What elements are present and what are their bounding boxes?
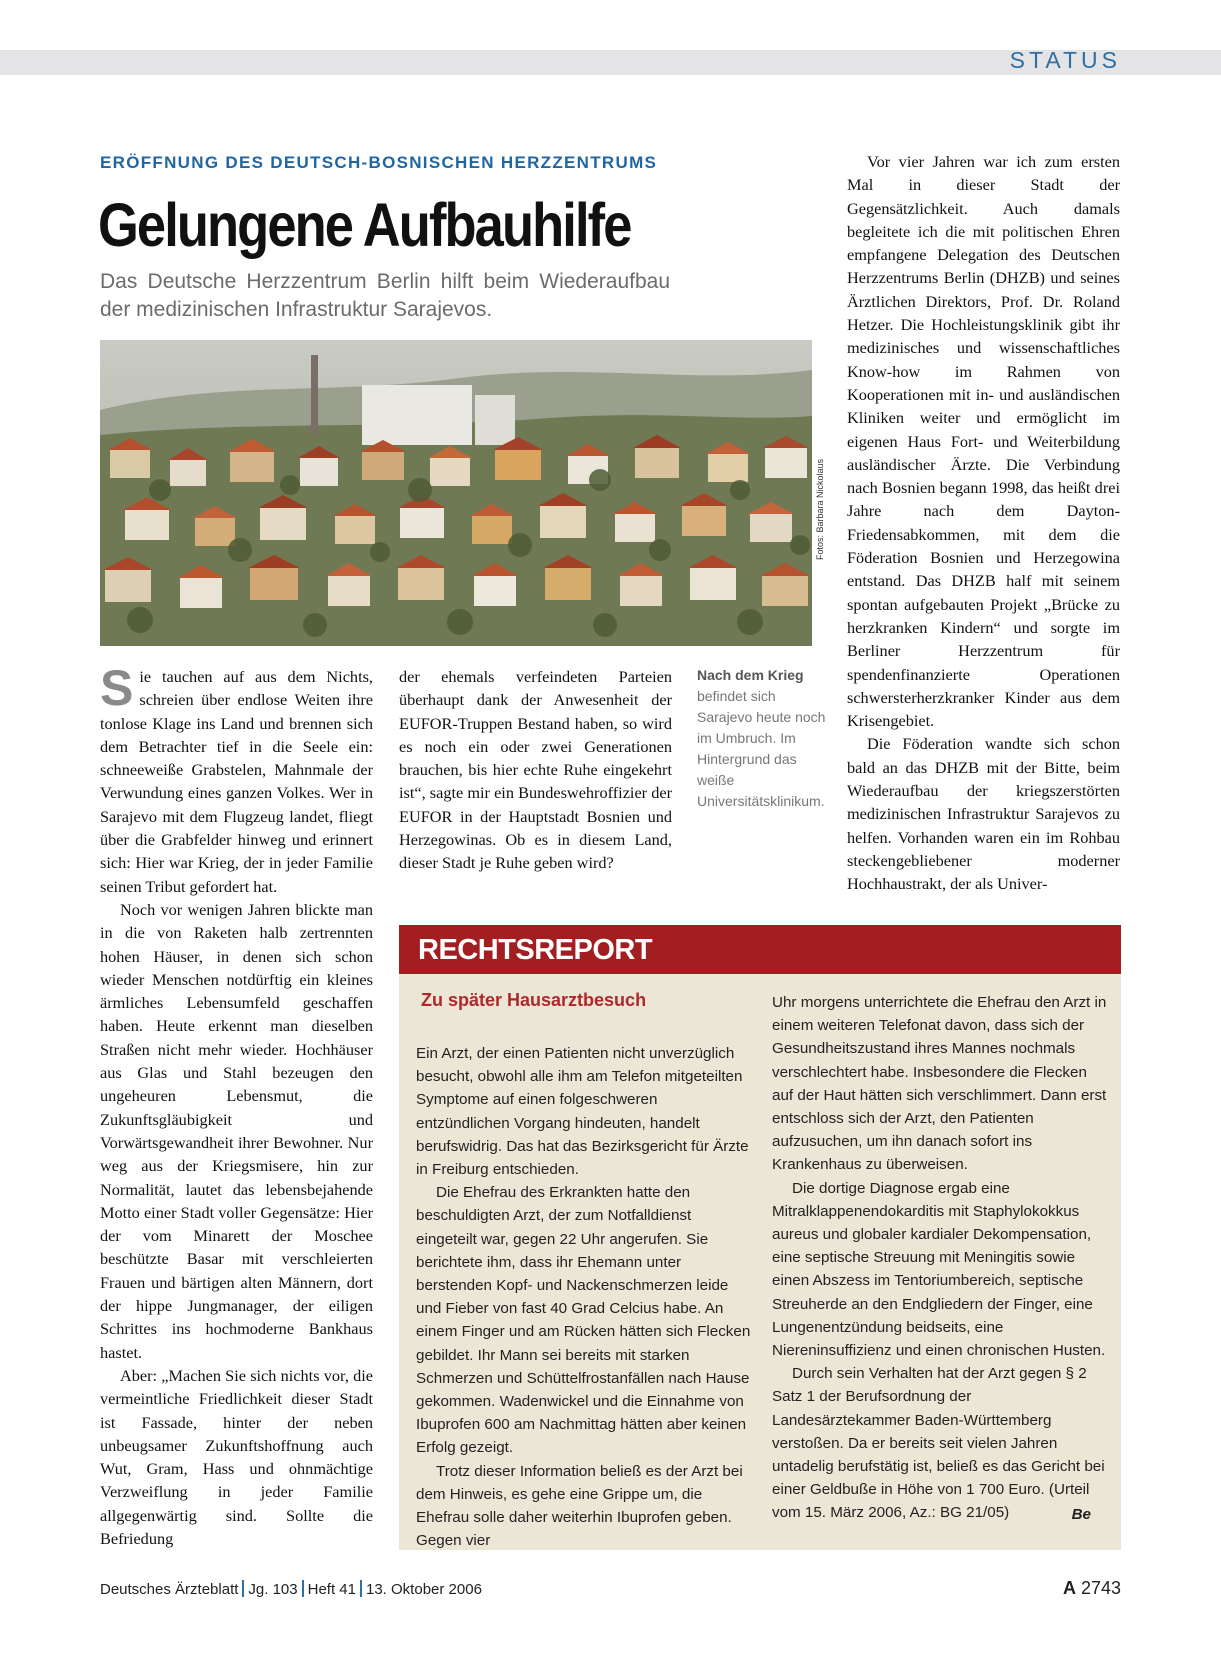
author-signature: Be — [1071, 1505, 1091, 1523]
footer-separator — [302, 1580, 304, 1597]
article-column-3 — [847, 150, 1120, 896]
photo-credit: Fotos: Barbara Nickolaus — [815, 458, 825, 560]
footer-separator — [242, 1580, 244, 1597]
paragraph: Noch vor wenigen Jahren blickte man in die von Raketen halb zertrennten hohen Häuser, in denen sich schon wieder Menschen notdürftig ein kleines ärmliches Lebensumfeld geschaffen haben. Heute erkennt man dieselben Straßen nicht mehr wieder. Hochhäuser aus Glas und Stahl bezeugen den ungeheuren Lebensmut, die Zukunftsgläubigkeit und Vorwärtsgewandheit ihrer Bewohner. Nur weg aus der Kriegsmisere, hin zur Normalität, lautet das lebensbejahende Motto einer Stadt voller Gegensätze: Hier der vom Minarett der Moschee beschützte Basar mit verschleierten Frauen und bärtigen alten Männern, dort der hippe Jungmanager, der eiligen Schrittes ins hochmoderne Bankhaus hastet. — [100, 899, 373, 1362]
paragraph: der ehemals verfeindeten Parteien überhaupt dank der Anwesenheit der EUFOR-Truppen Bestand haben, so wird es noch ein oder zwei Generationen brauchen, bis hier echte Ruhe eingekehrt ist“, sagte mir ein Bundeswehroffizier der EUFOR in der Hauptstadt Bosnien und Herzegowinas. Ob es in diesem Land, dieser Stadt je Ruhe geben wird? — [399, 667, 672, 873]
rechtsreport-column-2 — [772, 991, 1107, 1527]
paragraph: Trotz dieser Information beließ es der Arzt bei dem Hinweis, es gehe eine Grippe um, die Ehefrau solle daher weiterhin Ibuprofen geben. Gegen vier — [416, 1462, 743, 1550]
caption-text: befindet sich Sarajevo heute noch im Umbruch. Im Hintergrund das weiße Universitätsklinikum. — [697, 688, 826, 809]
section-label: STATUS — [1009, 47, 1121, 73]
paragraph: Die Ehefrau des Erkrankten hatte den beschuldigten Arzt, der zum Notfalldienst eingeteilt war, gegen 22 Uhr angerufen. Sie berichtete ihm, dass ihr Ehemann unter berstenden Kopf- und Nackenschmerzen leide und Fieber von fast 40 Grad Celcius habe. An einem Finger und am Rücken hätten sich Flecken gebildet. Ihr Mann sei bereits mit starken Schmerzen und Schüttelfrostanfällen nach Hause gekommen. Wadenwickel und die Einnahme von Ibuprofen 600 am Nachmittag hätten aber keinen Erfolg gezeigt. — [416, 1184, 751, 1457]
footer — [100, 1580, 482, 1598]
journal-issue: Heft 41 — [307, 1581, 356, 1598]
article-column-2 — [399, 665, 672, 875]
article-kicker: ERÖFFNUNG DES DEUTSCH-BOSNISCHEN HERZZENTRUMS — [100, 153, 658, 172]
paragraph: Uhr morgens unterrichtete die Ehefrau den Arzt in einem weiteren Telefonat davon, dass sich der Gesundheitszustand ihres Mannes nochmals verschlechtert habe. Insbesondere die Flecken auf der Haut hätten sich verschlimmert. Dann erst entschloss sich der Arzt, den Patienten aufzusuchen, um ihn danach sofort ins Krankenhaus zu überweisen. — [772, 994, 1107, 1174]
paragraph: Die Föderation wandte sich schon bald an das DHZB mit der Bitte, beim Wiederaufbau der kriegszerstörten medizinischen Infrastruktur Sarajevos zu helfen. Vorhanden waren ein im Rohbau steckengebliebener moderner Hochhaustrakt, der als Univer- — [847, 734, 1120, 894]
journal-name: Deutsches Ärzteblatt — [100, 1581, 239, 1598]
drop-cap: S — [100, 660, 134, 716]
paragraph: ie tauchen auf aus dem Nichts, schreien über endlose Weiten ihre tonlose Klage ins Land und brennen sich dem Betrachter tief in die Seele ein: schneeweiße Grabstelen, Mahnmale der Verwundung eines ganzen Volkes. Wer in Sarajevo mit dem Flugzeug landet, fliegt über die Grabfelder hinweg und erinnert sich: Hier war Krieg, der in jeder Familie seinen Tribut gefordert hat. — [100, 667, 373, 896]
article-column-1 — [100, 660, 373, 1550]
journal-date: 13. Oktober 2006 — [366, 1581, 482, 1598]
page-number-value: 2743 — [1080, 1578, 1121, 1598]
page-number — [1063, 1578, 1121, 1599]
article-headline: Gelungene Aufbauhilfe — [98, 191, 631, 259]
paragraph: Durch sein Verhalten hat der Arzt gegen § 2 Satz 1 der Berufsordnung der Landesärztekammer Baden-Württemberg verstoßen. Da er bereits seit vielen Jahren untadelig berufstätig ist, beließ es das Gericht bei einer Geldbuße in Höhe von 1 700 Euro. (Urteil vom 15. März 2006, Az.: BG 21/05) — [772, 1365, 1105, 1522]
page-prefix: A — [1062, 1578, 1076, 1598]
rechtsreport-subtitle: Zu später Hausarztbesuch — [421, 990, 647, 1010]
journal-volume: Jg. 103 — [248, 1581, 298, 1598]
footer-separator — [360, 1580, 362, 1597]
photo-caption — [697, 665, 827, 812]
sarajevo-photo — [100, 340, 812, 646]
paragraph: Aber: „Machen Sie sich nichts vor, die vermeintliche Friedlichkeit dieser Stadt ist Fassade, hinter der neben unbeugsamer Zukunftshoffnung auch Wut, Gram, Hass und ohnmächtige Verzweiflung in jeder Familie allgegenwärtig sind. Sollte die Befriedung — [100, 1365, 373, 1548]
rechtsreport-column-1 — [416, 1042, 751, 1552]
paragraph: Die dortige Diagnose ergab eine Mitralklappenendokarditis mit Staphylokokkus aureus und globaler kardialer Dekompensation, eine septische Streuung mit Meningitis sowie einen Abszess im Tentoriumbereich, septische Streuherde an den Endgliedern der Finger, eine Lungenentzündung beidseits, eine Niereninsuffizienz und einen chronischen Husten. — [772, 1179, 1106, 1360]
caption-title: Nach dem Krieg — [697, 667, 804, 683]
paragraph: Vor vier Jahren war ich zum ersten Mal in dieser Stadt der Gegensätzlichkeit. Auch damals begleitete ich die mit politischen Ehren empfangene Delegation des Deutschen Herzzentrums Berlin (DHZB) und seines Ärztlichen Direktors, Prof. Dr. Roland Hetzer. Die Hochleistungsklinik gibt ihr medizinisches und wissenschaftliches Know-how im Rahmen von Kooperationen mit in- und ausländischen Kliniken weiter und ermöglicht im eigenen Haus Fort- und Weiterbildung ausländischer Ärzte. Die Verbindung nach Bosnien begann 1998, das heißt drei Jahre nach dem Dayton-Friedensabkommen, mit dem die Föderation Bosnien und Herzegowina entstand. Das DHZB half mit seinem spontan aufgebauten Projekt „Brücke zu herzkranken Kindern“ und sorgte im Berliner Herzzentrum für spendenfinanzierte Operationen schwersterherzkranker Kinder aus dem Krisengebiet. — [847, 152, 1120, 731]
paragraph: Ein Arzt, der einen Patienten nicht unverzüglich besucht, obwohl alle ihm am Telefon mitgeteilten Symptome auf einen folgeschweren entzündlichen Vorgang hindeuten, handelt berufswidrig. Das hat das Bezirksgericht für Ärzte in Freiburg entschieden. — [416, 1045, 749, 1179]
rechtsreport-title: RECHTSREPORT — [418, 934, 653, 966]
article-deck: Das Deutsche Herzzentrum Berlin hilft beim Wiederaufbau der medizinischen Infrastruktur Sarajevos. — [100, 270, 670, 321]
